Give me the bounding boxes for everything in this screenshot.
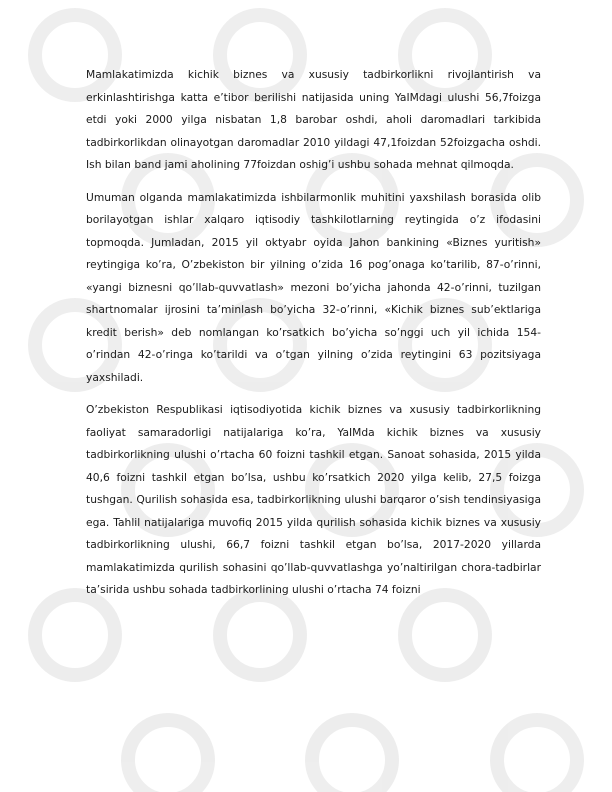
paragraph-3: O’zbekiston Respublikasi iqtisodiyotida kichik biznes va xususiy tadbirkorlikning faoliyat samaradorligi natijalariga ko’ra, YaIMda kichik biznes va xususiy tadbirkorlikning ulushi o’rtacha 60 foizni tashkil etgan. Sanoat sohasida, 2015 yilda 40,6 foizni tashkil etgan bo’lsa, ushbu ko’rsatkich 2020 yilga kelib, 27,5 foizga tushgan. Qurilish sohasida esa, tadbirkorlikning ulushi barqaror o’sish tendinsiyasiga ega. Tahlil natijalariga muvofiq 2015 yilda qurilish sohasida kichik biznes va xususiy tadbirkorlikning ulushi, 66,7 foizni tashkil etgan bo’lsa, 2017-2020 yillarda mamlakatimizda qurilish sohasini qo’llab-quvvatlashga yo’naltirilgan chora-tadbirlar ta’sirida ushbu sohada tadbirkorlining ulushi o’rtacha 74 foizni	[86, 403, 541, 596]
paragraph-2: Umuman olganda mamlakatimizda ishbilarmonlik muhitini yaxshilash borasida olib borilayotgan ishlar xalqaro iqtisodiy tashkilotlarning reytingida o’z ifodasini topmoqda. Jumladan, 2015 yil oktyabr oyida Jahon bankining «Biznes yuritish» reytingiga ko’ra, O’zbekiston bir yilning o’zida 16 pog’onaga ko’tarilib, 87-o’rinni, «yangi biznesni qo’llab-quvvatlash» mezoni bo’yicha jahonda 42-o’rinni, tuzilgan shartnomalar ijrosini ta’minlash bo’yicha 32-o’rinni, «Kichik biznes sub’ektlariga kredit berish» deb nomlangan ko’rsatkich bo’yicha so’nggi uch yil ichida 154-o’rindan 42-o’ringa ko’tarildi va o’tgan yilning o’zida reytingini 63 pozitsiyaga yaxshiladi.	[86, 190, 541, 384]
document-body	[86, 64, 541, 612]
paragraph-1: Mamlakatimizda kichik biznes va xususiy tadbirkorlikni rivojlantirish va erkinlashtirishga katta e’tibor berilishi natijasida uning YaIMdagi ulushi 56,7foizga etdi yoki 2000 yilga nisbatan 1,8 barobar oshdi, aholi daromadlari tarkibida tadbirkorlikdan olinayotgan daromadlar 2010 yildagi 47,1foizdan 52foizgacha oshdi. Ish bilan band jami aholining 77foizdan oshig’i ushbu sohada mehnat qilmoqda.	[86, 68, 541, 171]
